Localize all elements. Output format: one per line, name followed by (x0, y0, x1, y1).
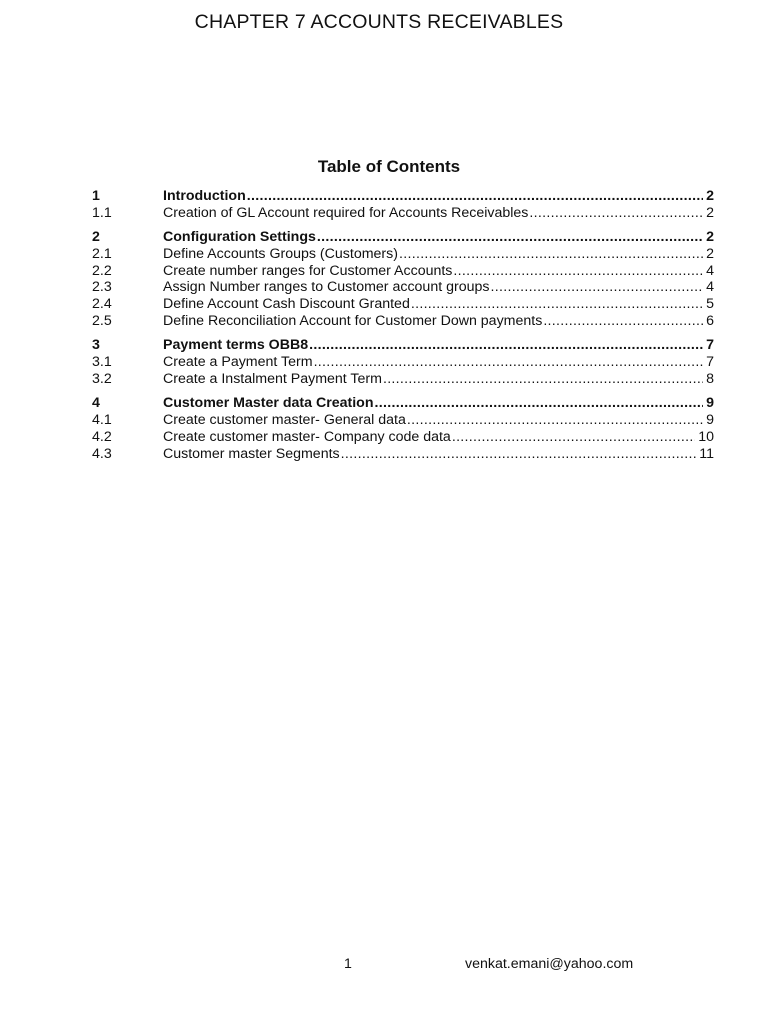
toc-entry-title: Payment terms OBB8 (163, 337, 309, 354)
toc-entry-number: 3.1 (92, 354, 112, 371)
toc-entry-page: 2 (706, 188, 714, 204)
toc-entry-number: 4.2 (92, 428, 112, 445)
toc-entry-number: 4 (92, 395, 100, 412)
toc-leader-dots (407, 412, 703, 429)
toc-entry[interactable] (92, 279, 714, 296)
toc-leader-dots (452, 429, 695, 446)
footer-email: venkat.emani@yahoo.com (465, 956, 634, 972)
toc-entry[interactable] (92, 188, 714, 205)
toc-entry-number: 3.2 (92, 370, 112, 387)
toc-entry-page: 11 (699, 445, 714, 462)
toc-entry[interactable] (92, 229, 714, 246)
toc-entry-title: Create a Instalment Payment Term (163, 370, 382, 387)
toc-leader-dots (341, 446, 697, 463)
toc-entry-page: 7 (706, 337, 714, 354)
table-of-contents (92, 188, 714, 462)
toc-leader-dots (317, 229, 703, 246)
toc-entry-title: Customer master Segments (163, 445, 340, 462)
toc-entry[interactable] (92, 205, 714, 222)
toc-entry-page: 7 (706, 354, 714, 371)
toc-entry[interactable] (92, 371, 714, 388)
toc-entry[interactable] (92, 263, 714, 280)
toc-leader-dots (247, 188, 703, 205)
toc-entry-page: 2 (706, 204, 714, 221)
chapter-title: CHAPTER 7 ACCOUNTS RECEIVABLES (194, 11, 564, 33)
toc-entry-title: Assign Number ranges to Customer account groups (163, 279, 490, 296)
toc-entry[interactable] (92, 429, 714, 446)
toc-entry[interactable] (92, 246, 714, 263)
toc-entry-page: 6 (706, 313, 714, 330)
toc-entry-title: Define Account Cash Discount Granted (163, 296, 410, 313)
toc-entry-title: Creation of GL Account required for Accounts Receivables (163, 204, 529, 221)
toc-entry-page: 9 (706, 412, 714, 429)
toc-leader-dots (529, 205, 703, 222)
toc-entry-page: 9 (706, 395, 714, 412)
toc-entry-page: 10 (698, 428, 714, 445)
toc-entry-page: 5 (706, 296, 714, 313)
toc-entry-number: 2 (92, 229, 100, 246)
toc-entry-number: 2.3 (92, 279, 112, 296)
toc-entry-title: Create number ranges for Customer Accounts (163, 262, 453, 279)
toc-entry-title: Create a Payment Term (163, 354, 313, 371)
toc-entry-title: Customer Master data Creation (163, 395, 374, 412)
footer-page-number: 1 (344, 956, 352, 972)
toc-entry-title: Define Accounts Groups (Customers) (163, 245, 398, 262)
toc-entry-title: Configuration Settings (163, 229, 316, 246)
toc-entry-page: 8 (706, 370, 714, 387)
toc-entry-number: 4.3 (92, 445, 112, 462)
toc-heading: Table of Contents (317, 157, 461, 176)
toc-entry[interactable] (92, 313, 714, 330)
toc-leader-dots (399, 246, 703, 263)
toc-entry-number: 2.2 (92, 262, 112, 279)
toc-leader-dots (309, 337, 703, 354)
toc-entry[interactable] (92, 395, 714, 412)
toc-entry-number: 4.1 (92, 412, 112, 429)
toc-leader-dots (411, 296, 703, 313)
toc-entry-number: 1 (92, 188, 100, 204)
toc-entry-page: 4 (706, 262, 714, 279)
toc-entry-page: 2 (706, 229, 714, 246)
toc-entry-number: 2.4 (92, 296, 112, 313)
toc-leader-dots (383, 371, 703, 388)
toc-leader-dots (543, 313, 703, 330)
toc-leader-dots (375, 395, 704, 412)
toc-entry-title: Define Reconciliation Account for Customer Down payments (163, 313, 543, 330)
toc-entry-page: 4 (706, 279, 714, 296)
toc-entry-page: 2 (706, 245, 714, 262)
toc-entry[interactable] (92, 446, 714, 463)
toc-leader-dots (453, 263, 703, 280)
toc-entry[interactable] (92, 354, 714, 371)
toc-entry-number: 2.1 (92, 245, 112, 262)
toc-entry[interactable] (92, 296, 714, 313)
toc-entry-title: Create customer master- Company code data (163, 428, 451, 445)
toc-entry-number: 3 (92, 337, 100, 354)
toc-leader-dots (490, 279, 703, 296)
toc-entry-title: Introduction (163, 188, 246, 204)
toc-entry-number: 1.1 (92, 204, 112, 221)
toc-leader-dots (314, 354, 704, 371)
toc-entry-number: 2.5 (92, 313, 112, 330)
toc-entry[interactable] (92, 337, 714, 354)
toc-entry[interactable] (92, 412, 714, 429)
toc-entry-title: Create customer master- General data (163, 412, 406, 429)
